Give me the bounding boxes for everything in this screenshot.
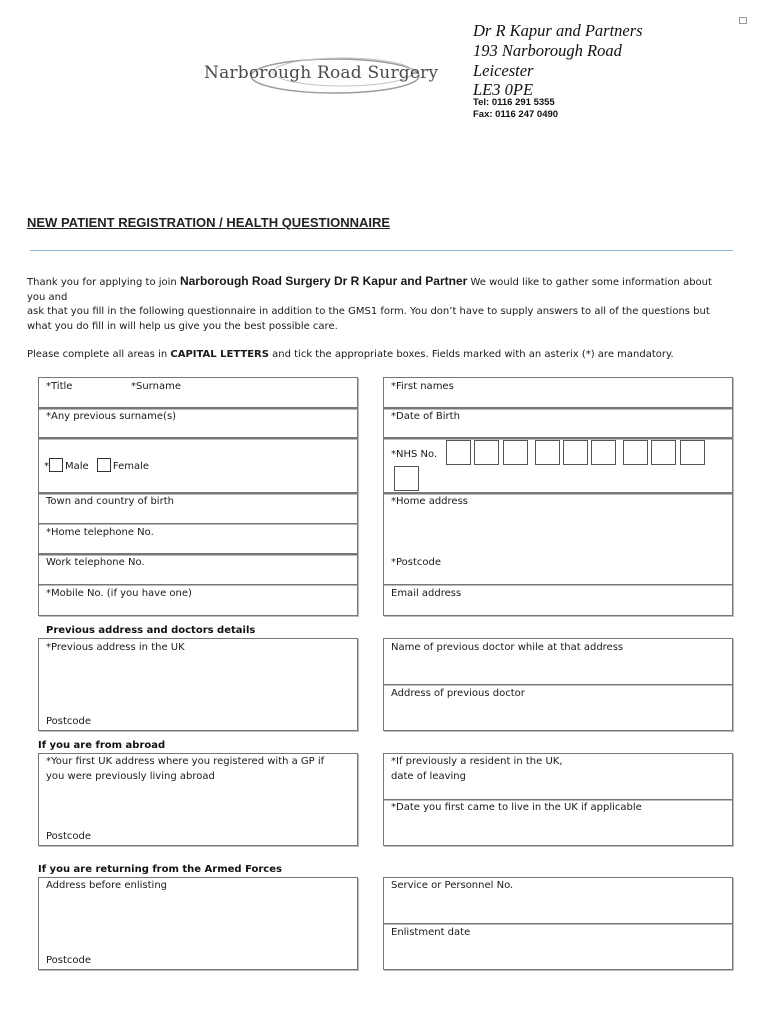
address-before-enlisting-label: Address before enlisting xyxy=(46,880,168,891)
nhs-digit-box[interactable] xyxy=(394,466,419,491)
previous-doctor-name-label: Name of previous doctor while at that address xyxy=(391,642,624,653)
nhs-number-label: *NHS No. xyxy=(391,449,438,460)
first-names-label: *First names xyxy=(391,381,454,392)
email-label: Email address xyxy=(391,588,462,599)
uk-leaving-label-2: date of leaving xyxy=(391,771,466,782)
practice-postcode: LE3 0PE xyxy=(473,80,534,99)
nhs-digit-box[interactable] xyxy=(680,440,705,465)
intro-paragraph: Thank you for applying to join Narborough Road Surgery Dr R Kapur and Partner We would like to gather some information about you and ask that you fill in the following questionnaire in addition to the GMS1 form. You don’t have to supply answers to all of the questions but what you do fill in will help us give you the best possible care. xyxy=(27,274,712,332)
corner-mark xyxy=(739,17,747,24)
abroad-heading: If you are from abroad xyxy=(38,740,166,751)
nhs-digit-box[interactable] xyxy=(591,440,616,465)
instructions-paragraph: Please complete all areas in CAPITAL LETTERS and tick the appropriate boxes. Fields marked with an asterix (*) are mandatory. xyxy=(27,349,674,360)
nhs-digit-box[interactable] xyxy=(535,440,560,465)
home-telephone-label: *Home telephone No. xyxy=(46,527,154,538)
first-uk-address-label-2: you were previously living abroad xyxy=(46,771,215,782)
armed-forces-heading: If you are returning from the Armed Forces xyxy=(38,864,282,875)
practice-name: Dr R Kapur and Partners xyxy=(473,21,643,40)
town-birth-label: Town and country of birth xyxy=(46,496,174,507)
nhs-digit-box[interactable] xyxy=(651,440,676,465)
nhs-digit-box[interactable] xyxy=(563,440,588,465)
nhs-digit-box[interactable] xyxy=(446,440,471,465)
uk-leaving-label-1: *If previously a resident in the UK, xyxy=(391,756,563,767)
previous-address-heading: Previous address and doctors details xyxy=(46,625,256,636)
mobile-label: *Mobile No. (if you have one) xyxy=(46,588,192,599)
home-address-label: *Home address xyxy=(391,496,468,507)
practice-city: Leicester xyxy=(473,61,534,80)
nhs-digit-box[interactable] xyxy=(503,440,528,465)
enlistment-date-label: Enlistment date xyxy=(391,927,471,938)
nhs-digit-box[interactable] xyxy=(623,440,648,465)
practice-address-line1: 193 Narborough Road xyxy=(473,41,622,60)
previous-doctor-address-label: Address of previous doctor xyxy=(391,688,525,699)
male-checkbox[interactable] xyxy=(49,458,63,472)
female-checkbox[interactable] xyxy=(97,458,111,472)
logo-text: Narborough Road Surgery xyxy=(204,63,439,83)
date-of-birth-label: *Date of Birth xyxy=(391,411,460,422)
postcode-label: *Postcode xyxy=(391,557,442,568)
armed-postcode-label: Postcode xyxy=(46,955,92,966)
previous-address-label: *Previous address in the UK xyxy=(46,642,185,653)
service-number-label: Service or Personnel No. xyxy=(391,880,514,891)
first-uk-address-label-1: *Your first UK address where you registered with a GP if xyxy=(46,756,325,767)
surname-label: *Surname xyxy=(131,381,181,392)
previous-surname-label: *Any previous surname(s) xyxy=(46,411,177,422)
form-title: NEW PATIENT REGISTRATION / HEALTH QUESTIONNAIRE xyxy=(27,215,391,230)
practice-tel: Tel: 0116 291 5355 xyxy=(473,97,555,108)
title-label: *Title xyxy=(46,381,73,392)
uk-arrival-date-label: *Date you first came to live in the UK if applicable xyxy=(391,802,642,813)
abroad-postcode-label: Postcode xyxy=(46,831,92,842)
nhs-digit-box[interactable] xyxy=(474,440,499,465)
divider xyxy=(30,250,733,251)
gender-options: * Male Female xyxy=(44,458,149,472)
previous-postcode-label: Postcode xyxy=(46,716,92,727)
work-telephone-label: Work telephone No. xyxy=(46,557,145,568)
practice-fax: Fax: 0116 247 0490 xyxy=(473,109,559,120)
title-surname-field[interactable] xyxy=(38,377,358,409)
